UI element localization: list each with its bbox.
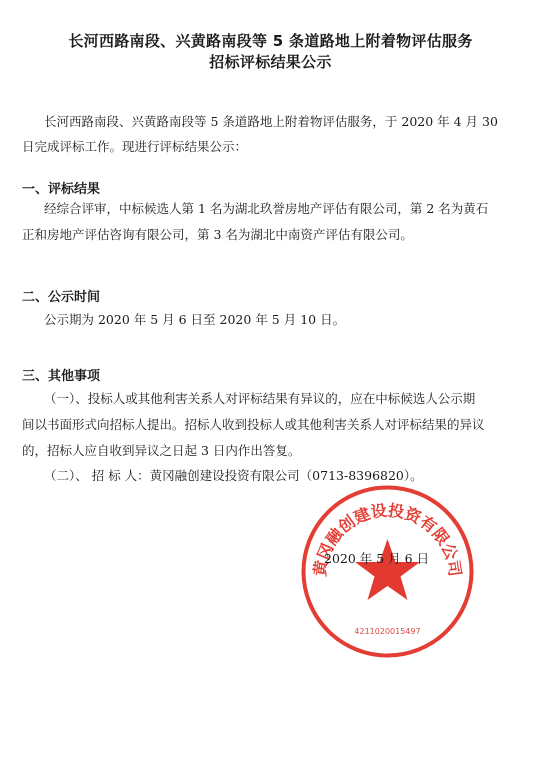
section2-line1: 公示期为 2020 年 5 月 6 日至 2020 年 5 月 10 日。: [44, 312, 346, 327]
seal-company-text: 黄冈融创建设投资有限公司: [310, 500, 465, 578]
intro-line2: 日完成评标工作。现进行评标结果公示：: [22, 139, 248, 154]
document-title-line2: 招标评标结果公示: [209, 53, 332, 71]
signature-date: 2020 年 5 月 6 日: [324, 551, 430, 566]
section3-heading: 三、其他事项: [22, 369, 101, 384]
company-seal: [300, 484, 475, 659]
document-title-line1: 长河西路南段、兴黄路南段等 5 条道路地上附着物评估服务: [68, 32, 473, 50]
section3-line2: 间以书面形式向招标人提出。招标人收到投标人或其他利害关系人对评标结果的异议: [22, 417, 485, 432]
section1-line1: 经综合评审，中标候选人第 1 名为湖北玖誉房地产评估有限公司，第 2 名为黄石: [44, 201, 489, 216]
section3-line4: （二）、 招 标 人：黄冈融创建设投资有限公司（0713-8396820）。: [44, 468, 423, 483]
section1-heading: 一、评标结果: [22, 182, 101, 197]
intro-line1: 长河西路南段、兴黄路南段等 5 条道路地上附着物评估服务，于 2020 年 4 月 30: [44, 114, 498, 129]
section3-line3: 的，招标人应自收到异议之日起 3 日内作出答复。: [22, 443, 301, 458]
seal-code-text: 4211020015497: [354, 627, 421, 636]
section1-line2: 正和房地产评估咨询有限公司，第 3 名为湖北中南资产评估有限公司。: [22, 227, 413, 242]
section2-heading: 二、公示时间: [22, 290, 101, 305]
section3-line1: （一）、投标人或其他利害关系人对评标结果有异议的，应在中标候选人公示期: [44, 391, 476, 406]
